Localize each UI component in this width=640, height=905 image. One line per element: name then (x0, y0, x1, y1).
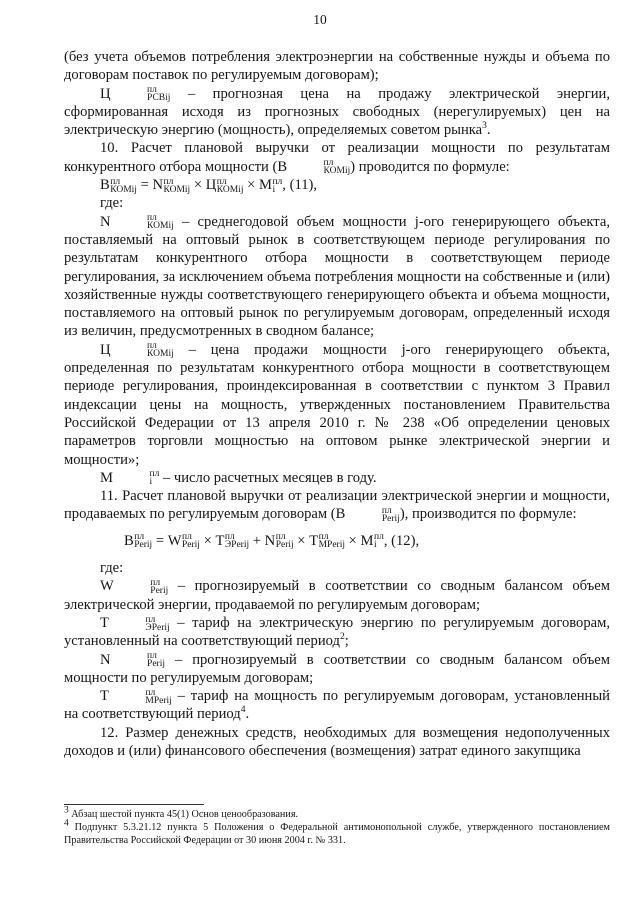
symbol: Т пл МPerij (100, 687, 172, 706)
section-11-intro: 11. Расчет плановой выручки от реализации электрической энергии и мощности, продаваемых по регулируемым договорам (В пл Perij ), производится по формуле: (64, 488, 610, 525)
footnotes (64, 805, 610, 847)
formula-12: В пл Perij = W пл Perij × Т пл ЭPerij + N пл Perij × Т пл МPerij × М пл i , (12), (124, 532, 420, 551)
where-label: где: (100, 195, 124, 212)
document-body (64, 48, 610, 760)
definition-w-per: W пл Perij – прогнозируемый в соответствии со сводным балансом объем электрической энергии, продаваемой по регулируемым договорам; (64, 577, 610, 613)
symbol: Ц пл КОМij (100, 341, 174, 360)
paragraph-continuation: (без учета объемов потребления электроэнергии на собственные нужды и объема по договорам поставок по регулируемым договорам); (64, 49, 610, 84)
symbol: М пл i (100, 469, 160, 488)
footnote: $^3$ Абзац шестой пункта 45(1) Основ ценообразования. (64, 805, 299, 820)
footnote-ref: 2 (339, 632, 345, 643)
formula-11: В пл КОМij = N пл КОМij × Ц пл КОМij × М пл i , (11), (100, 176, 318, 195)
symbol: N пл КОМij (100, 213, 174, 232)
symbol: Т пл ЭPerij (100, 614, 170, 633)
definition-n-per: N пл Perij – прогнозируемый в соответствии со сводным балансом объем мощности по регулируемым договорам; (64, 651, 610, 686)
footnote-ref: 4 (240, 705, 246, 716)
footnote-ref: 3 (482, 121, 487, 132)
definition-tariff-power: Т пл МPerij – тариф на мощность по регулируемым договорам, установленный на соответствующий период$^4$. (64, 687, 610, 723)
definition-price-kom: Ц пл КОМij – цена продажи мощности j-ого генерирующего объекта, определенная по результатам конкурентного отбора мощности в соответствующем периоде регулирования, проиндексированная в соответствии с пунктом 3 Правил индексации цены на мощность, утвержденных постановлением Правительства Российской Федерации от 13 апреля 2010 г. № 238 «Об определении ценовых параметров торговли мощностью на оптовом рынке электрической энергии и мощности»; (64, 341, 610, 468)
symbol: В пл КОМij (277, 158, 351, 177)
page-number: 10 (313, 12, 327, 27)
symbol: W пл Perij (100, 577, 169, 596)
definition-price-rsv: Ц пл РСВij – прогнозная цена на продажу электрической энергии, сформированная исходя из прогнозных свободных (нерегулируемых) цен на электрическую энергию (мощность), определяемых советом рынка$^3$. (64, 85, 610, 139)
where-label: где: (100, 560, 124, 577)
definition-months: М пл i – число расчетных месяцев в году. (100, 469, 377, 488)
definition-n-kom: N пл КОМij – среднегодовой объем мощности j-ого генерирующего объекта, поставляемый на оптовый рынок в соответствующем периоде регулирования по результатам конкурентного отбора мощности в соответствующем периоде регулирования, за исключением объема потребления мощности на собственные и (или) хозяйственные нужды соответствующего генерирующего объекта и объема мощности, поставляемого на оптовый рынок по регулируемым договорам, определенный исходя из величин, предусмотренных в сводном балансе; (64, 213, 610, 340)
symbol: N пл Perij (100, 651, 165, 670)
footnote-divider (64, 804, 204, 805)
definition-tariff-energy: Т пл ЭPerij – тариф на электрическую энергию по регулируемым договорам, установленный на соответствующий период$^2$; (64, 614, 610, 650)
section-10-intro: 10. Расчет плановой выручки от реализации мощности по результатам конкурентного отбора мощности (В пл КОМij ) проводится по формуле: (64, 140, 610, 177)
symbol: Ц пл РСВij (100, 85, 171, 104)
footnote: $^4$ Подпункт 5.3.21.12 пункта 5 Положения о Федеральной антимонопольной службе, утвержденного постановлением Правительства Российской Федерации от 30 июня 2004 г. № 331. (64, 818, 610, 846)
section-12-intro: 12. Размер денежных средств, необходимых для возмещения недополученных доходов и (или) финансового обеспечения (возмещения) затрат единого закупщика (64, 724, 610, 759)
symbol: В пл Perij (335, 506, 400, 525)
